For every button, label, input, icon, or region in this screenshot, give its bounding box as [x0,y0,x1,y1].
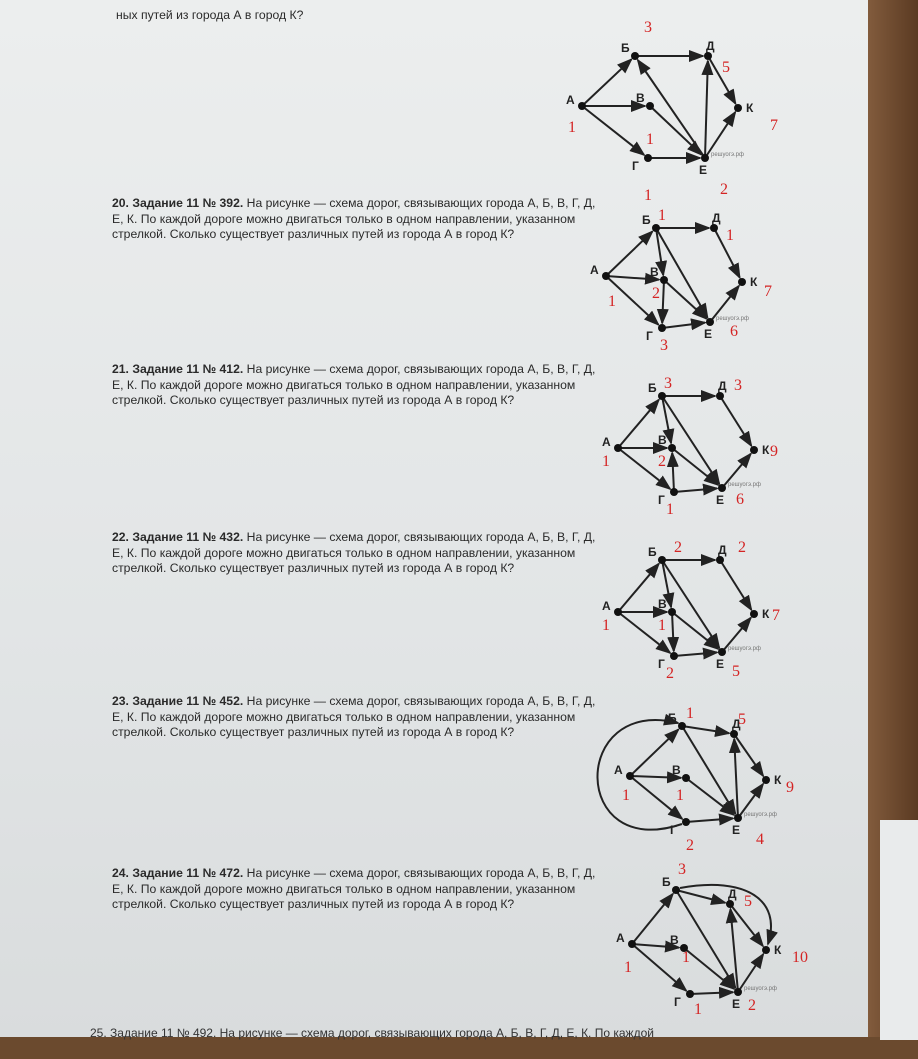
path-count-e: 5 [732,663,740,680]
road-diagram-3 [590,374,820,559]
task-number: 20. Задание 11 № 392. [112,196,244,210]
city-label-b: Б [621,41,630,55]
city-label-g: Г [658,493,665,507]
task-23 [112,694,607,741]
road-g-b-loop [597,720,682,830]
task-text: На рисунке — схема дорог, связывающих города А, Б, В, Г, Д, Е, К. По каждой дороге можно двигаться только в одном направлении, указанном стрелкой. Сколько существует различных путей из города А в город К? [112,196,596,242]
city-node-e [734,988,742,996]
city-node-b [652,224,660,232]
city-label-e: Е [716,657,725,671]
path-count-v: 2 [658,453,666,470]
path-count-e: 2 [748,997,756,1014]
diagram-canvas [590,206,820,386]
city-label-v: В [670,933,679,947]
road-e-d [734,739,738,818]
city-label-a: А [602,435,611,449]
city-node-d [704,52,712,60]
city-node-b [658,556,666,564]
city-node-a [578,102,586,110]
road-g-e [686,818,733,822]
path-count-b: 3 [644,19,652,36]
path-count-g: 1 [666,501,674,518]
path-count-k: 9 [770,443,778,460]
city-node-k [750,446,758,454]
path-count-k: 7 [772,607,780,624]
city-label-b: Б [668,711,677,725]
city-label-e: Е [716,493,725,507]
task-20 [112,196,607,243]
city-node-g [682,818,690,826]
city-label-v: В [658,433,667,447]
path-count-v: 1 [646,131,654,148]
road-v-g [662,280,664,323]
city-label-g: Г [646,329,653,343]
city-node-k [762,946,770,954]
city-label-g: Г [658,657,665,671]
city-node-k [750,610,758,618]
city-node-v [668,608,676,616]
city-label-g: Г [670,823,677,837]
road-a-g [632,944,686,991]
road-diagram-6 [610,861,840,1059]
city-node-a [614,608,622,616]
city-label-d: Д [712,211,721,225]
task-text: На рисунке — схема дорог, связывающих города А, Б, В, Г, Д, Е, К. По каждой дороге можно двигаться только в одном направлении, указанном стрелкой. Сколько существует различных путей из города А в город К? [112,530,596,576]
task-number: 23. Задание 11 № 452. [112,694,244,708]
road-v-e [672,612,718,649]
city-node-k [762,776,770,784]
road-a-b [606,231,652,276]
city-label-k: К [750,275,758,289]
task-number: 21. Задание 11 № 412. [112,362,244,376]
city-node-g [644,154,652,162]
path-count-d: 1 [726,227,734,244]
road-v-e [664,280,706,319]
city-node-e [701,154,709,162]
city-node-d [716,392,724,400]
road-e-d [705,61,708,158]
task-21 [112,362,607,409]
city-node-g [686,990,694,998]
city-node-v [660,276,668,284]
path-count-g: 3 [660,337,668,354]
city-label-v: В [658,597,667,611]
watermark: решуогэ.рф [711,152,744,158]
task-24 [112,866,607,913]
city-node-g [670,652,678,660]
previous-task-fragment: ных путей из города А в город К? [116,8,304,22]
road-a-b [632,894,673,944]
path-count-v: 1 [658,617,666,634]
path-count-e: 6 [730,323,738,340]
path-count-a: 1 [602,617,610,634]
city-label-e: Е [732,997,741,1011]
city-node-k [734,104,742,112]
city-label-a: А [614,763,623,777]
city-node-b [678,722,686,730]
diagram-canvas [590,374,820,554]
city-node-d [716,556,724,564]
city-node-v [682,774,690,782]
city-node-v [646,102,654,110]
road-v-e [686,778,734,815]
city-node-d [730,730,738,738]
city-node-d [726,900,734,908]
path-count-b: 2 [674,539,682,556]
path-count-a: 1 [608,293,616,310]
road-b-d [682,726,729,733]
city-node-e [734,814,742,822]
path-count-d: 5 [744,893,752,910]
road-a-g [582,106,644,155]
city-label-e: Е [699,163,708,177]
road-b-e [682,726,735,814]
path-count-e: 6 [736,491,744,508]
path-count-k: 9 [786,779,794,796]
path-count-k: 7 [770,117,778,134]
road-g-e [662,323,705,328]
city-label-a: А [590,263,599,277]
city-label-d: Д [718,543,727,557]
city-node-g [658,324,666,332]
city-label-a: А [616,931,625,945]
city-label-d: Д [706,39,715,53]
road-v-g [672,612,674,651]
city-node-e [718,484,726,492]
city-label-k: К [774,773,782,787]
watermark: решуогэ.рф [744,986,777,992]
path-count-g: 1 [644,187,652,204]
road-g-v [672,453,674,492]
path-count-k: 7 [764,283,772,300]
watermark: решуогэ.рф [744,812,777,818]
second-sheet-edge [880,820,918,1040]
road-v-e [672,448,718,485]
city-node-e [718,648,726,656]
path-count-e: 2 [720,181,728,198]
task-text: На рисунке — схема дорог, связывающих города А, Б, В, Г, Д, Е, К. По каждой дороге можно двигаться только в одном направлении, указанном стрелкой. Сколько существует различных путей из города А в город К? [112,362,596,408]
path-count-a: 1 [622,787,630,804]
city-node-a [628,940,636,948]
city-label-k: К [746,101,754,115]
path-count-a: 1 [568,119,576,136]
city-label-d: Д [732,717,741,731]
city-label-v: В [672,763,681,777]
city-label-b: Б [642,213,651,227]
road-diagram-2 [590,206,820,391]
city-label-a: А [602,599,611,613]
road-v-e [684,948,734,989]
city-label-k: К [774,943,782,957]
diagram-canvas [610,861,840,1054]
road-diagram-4 [590,538,820,723]
city-node-e [706,318,714,326]
road-g-e [674,488,717,492]
city-label-d: Д [728,887,737,901]
road-d-k [720,396,751,446]
city-label-k: К [762,443,770,457]
road-g-e [690,992,733,994]
city-node-g [670,488,678,496]
city-label-d: Д [718,379,727,393]
next-task-fragment: 25. Задание 11 № 492. На рисунке — схема дорог, связывающих города А, Б, В, Г, Д, Е, К. По каждой [90,1026,654,1040]
city-label-b: Б [662,875,671,889]
road-diagram-1 [560,18,790,203]
city-label-g: Г [632,159,639,173]
task-text: На рисунке — схема дорог, связывающих города А, Б, В, Г, Д, Е, К. По каждой дороге можно двигаться только в одном направлении, указанном стрелкой. Сколько существует различных путей из города А в город К? [112,866,596,912]
city-node-a [614,444,622,452]
task-text: На рисунке — схема дорог, связывающих города А, Б, В, Г, Д, Е, К. По каждой дороге можно двигаться только в одном направлении, указанном стрелкой. Сколько существует различных путей из города А в город К? [112,694,596,740]
city-label-a: А [566,93,575,107]
city-node-d [710,224,718,232]
city-node-b [672,886,680,894]
road-a-b [582,59,631,106]
path-count-e: 4 [756,831,764,848]
task-number: 24. Задание 11 № 472. [112,866,244,880]
watermark: решуогэ.рф [716,316,749,322]
city-node-a [626,772,634,780]
city-label-e: Е [732,823,741,837]
diagram-canvas [590,538,820,718]
path-count-d: 5 [738,711,746,728]
path-count-b: 3 [678,861,686,878]
city-node-b [658,392,666,400]
path-count-b: 1 [658,207,666,224]
city-label-k: К [762,607,770,621]
road-a-b [618,564,659,612]
path-count-v: 1 [676,787,684,804]
road-g-e [674,652,717,656]
road-d-k [734,734,763,776]
path-count-g: 1 [694,1001,702,1018]
path-count-k: 10 [792,949,808,966]
path-count-g: 2 [686,837,694,854]
task-22 [112,530,607,577]
city-label-b: Б [648,545,657,559]
road-a-b [618,400,659,448]
path-count-d: 2 [738,539,746,556]
city-label-v: В [650,265,659,279]
city-node-v [668,444,676,452]
city-label-e: Е [704,327,713,341]
city-label-g: Г [674,995,681,1009]
road-v-e [650,106,701,155]
path-count-d: 5 [722,59,730,76]
path-count-b: 1 [686,705,694,722]
path-count-v: 1 [682,949,690,966]
path-count-v: 2 [652,285,660,302]
path-count-b: 3 [664,375,672,392]
diagram-canvas [610,704,840,884]
city-node-k [738,278,746,286]
road-d-k [730,904,763,946]
path-count-a: 1 [624,959,632,976]
city-node-a [602,272,610,280]
road-diagram-5 [610,704,840,889]
watermark: решуогэ.рф [728,482,761,488]
watermark: решуогэ.рф [728,646,761,652]
path-count-g: 2 [666,665,674,682]
road-a-g [630,776,682,819]
path-count-a: 1 [602,453,610,470]
path-count-d: 3 [734,377,742,394]
road-d-k [720,560,751,610]
diagram-canvas [560,18,790,204]
city-label-b: Б [648,381,657,395]
city-label-v: В [636,91,645,105]
city-node-b [631,52,639,60]
task-number: 22. Задание 11 № 432. [112,530,244,544]
